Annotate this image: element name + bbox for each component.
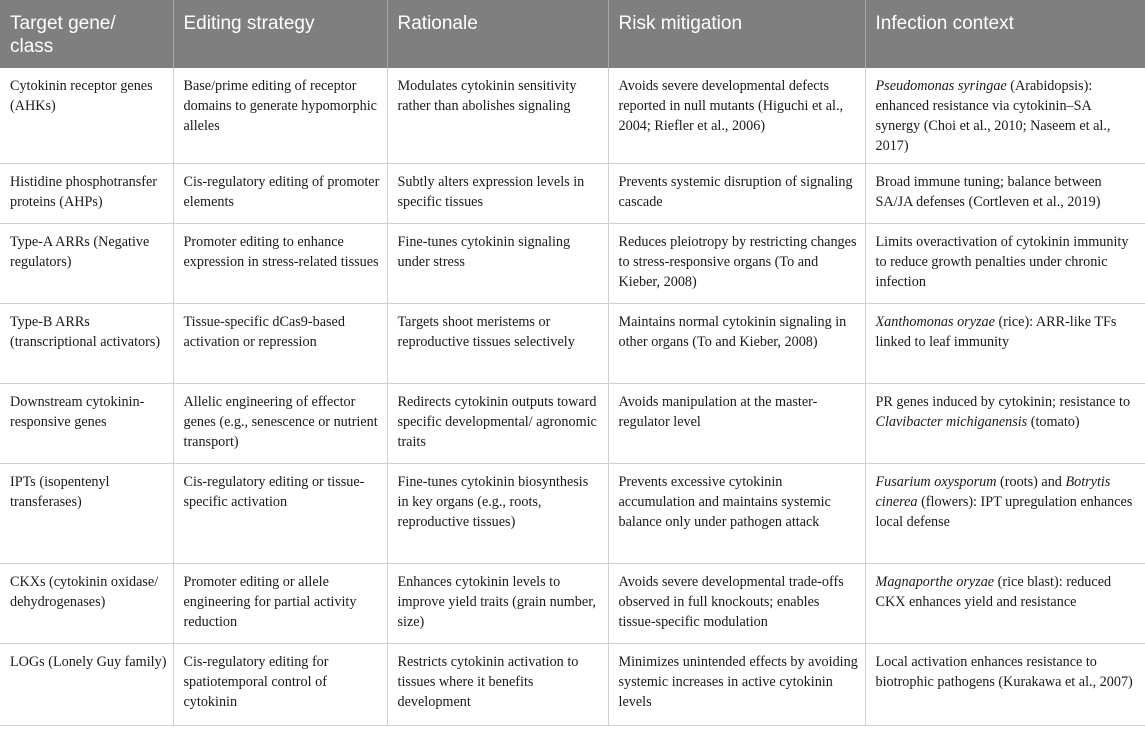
cell-context xyxy=(865,304,1145,384)
pathogen-name: Magnaporthe oryzae xyxy=(875,574,995,590)
cell-risk: Avoids manipulation at the master-regulator level xyxy=(608,384,865,464)
cell-strategy: Cis-regulatory editing or tissue-specific activation xyxy=(173,464,387,564)
cell-target: Histidine phosphotransfer proteins (AHPs) xyxy=(0,164,173,224)
table-row xyxy=(0,464,1145,564)
context-text: (rice blast): reduced CKX enhances yield and resistance xyxy=(875,574,1112,610)
context-text: Limits overactivation of cytokinin immunity to reduce growth penalties under chronic infection xyxy=(875,234,1129,290)
cell-risk: Avoids severe developmental defects reported in null mutants (Higuchi et al., 2004; Riefler et al., 2006) xyxy=(608,68,865,164)
cell-risk: Maintains normal cytokinin signaling in other organs (To and Kieber, 2008) xyxy=(608,304,865,384)
cell-risk: Reduces pleiotropy by restricting changes to stress-responsive organs (To and Kieber, 2008) xyxy=(608,224,865,304)
cell-strategy: Promoter editing to enhance expression in stress-related tissues xyxy=(173,224,387,304)
context-text: PR genes induced by cytokinin; resistance to xyxy=(875,394,1131,410)
context-text: Local activation enhances resistance to biotrophic pathogens (Kurakawa et al., 2007) xyxy=(875,654,1133,690)
cell-target: CKXs (cytokinin oxidase/ dehydrogenases) xyxy=(0,564,173,644)
cell-rationale: Fine-tunes cytokinin signaling under stress xyxy=(387,224,608,304)
table-row xyxy=(0,304,1145,384)
cell-risk: Minimizes unintended effects by avoiding systemic increases in active cytokinin levels xyxy=(608,644,865,726)
table-row xyxy=(0,224,1145,304)
header-rationale: Rationale xyxy=(387,0,608,68)
context-text: (Arabidopsis): enhanced resistance via cytokinin–SA synergy (Choi et al., 2010; Naseem et al., 2017) xyxy=(875,78,1111,154)
context-text: Broad immune tuning; balance between SA/JA defenses (Cortleven et al., 2019) xyxy=(875,174,1102,210)
cell-rationale: Enhances cytokinin levels to improve yield traits (grain number, size) xyxy=(387,564,608,644)
cell-context xyxy=(865,384,1145,464)
pathogen-name: Xanthomonas oryzae xyxy=(875,314,995,330)
table-row xyxy=(0,384,1145,464)
cell-target: Type-A ARRs (Negative regulators) xyxy=(0,224,173,304)
cell-target: IPTs (isopentenyl transferases) xyxy=(0,464,173,564)
header-strategy: Editing strategy xyxy=(173,0,387,68)
cell-rationale: Subtly alters expression levels in specific tissues xyxy=(387,164,608,224)
pathogen-name: Pseudomonas syringae xyxy=(875,78,1007,94)
cell-risk: Avoids severe developmental trade-offs observed in full knockouts; enables tissue-specific modulation xyxy=(608,564,865,644)
header-target: Target gene/ class xyxy=(0,0,173,68)
cell-rationale: Redirects cytokinin outputs toward specific developmental/ agronomic traits xyxy=(387,384,608,464)
cell-context xyxy=(865,564,1145,644)
context-text: (rice): ARR-like TFs linked to leaf immunity xyxy=(875,314,1117,350)
context-text: (tomato) xyxy=(1027,414,1080,430)
cell-rationale: Fine-tunes cytokinin biosynthesis in key organs (e.g., roots, reproductive tissues) xyxy=(387,464,608,564)
cell-context xyxy=(865,644,1145,726)
table-row xyxy=(0,644,1145,726)
cell-strategy: Tissue-specific dCas9-based activation or repression xyxy=(173,304,387,384)
table-row xyxy=(0,68,1145,164)
cell-risk: Prevents systemic disruption of signaling cascade xyxy=(608,164,865,224)
cell-rationale: Modulates cytokinin sensitivity rather than abolishes signaling xyxy=(387,68,608,164)
cell-context xyxy=(865,68,1145,164)
table-row xyxy=(0,564,1145,644)
table-row xyxy=(0,164,1145,224)
cell-context xyxy=(865,464,1145,564)
cell-rationale: Restricts cytokinin activation to tissues where it benefits development xyxy=(387,644,608,726)
cell-target: LOGs (Lonely Guy family) xyxy=(0,644,173,726)
cell-strategy: Promoter editing or allele engineering for partial activity reduction xyxy=(173,564,387,644)
pathogen-name: Clavibacter michiganensis xyxy=(875,414,1028,430)
cell-rationale: Targets shoot meristems or reproductive tissues selectively xyxy=(387,304,608,384)
table-header xyxy=(0,0,1145,68)
table-body xyxy=(0,68,1145,726)
context-text: (flowers): IPT upregulation enhances local defense xyxy=(875,494,1133,530)
cell-risk: Prevents excessive cytokinin accumulation and maintains systemic balance only under pathogen attack xyxy=(608,464,865,564)
header-context: Infection context xyxy=(865,0,1145,68)
cell-strategy: Allelic engineering of effector genes (e.g., senescence or nutrient transport) xyxy=(173,384,387,464)
header-risk: Risk mitigation xyxy=(608,0,865,68)
pathogen-name: Fusarium oxysporum xyxy=(875,474,997,490)
cell-strategy: Cis-regulatory editing for spatiotemporal control of cytokinin xyxy=(173,644,387,726)
context-text: (roots) and xyxy=(996,474,1066,490)
cell-target: Cytokinin receptor genes (AHKs) xyxy=(0,68,173,164)
cell-target: Downstream cytokinin-responsive genes xyxy=(0,384,173,464)
cell-target: Type-B ARRs (transcriptional activators) xyxy=(0,304,173,384)
cell-context xyxy=(865,224,1145,304)
header-row xyxy=(0,0,1145,68)
pathogen-name: Botrytis cinerea xyxy=(875,474,1111,510)
cell-strategy: Base/prime editing of receptor domains to generate hypomorphic alleles xyxy=(173,68,387,164)
cell-context xyxy=(865,164,1145,224)
cell-strategy: Cis-regulatory editing of promoter elements xyxy=(173,164,387,224)
